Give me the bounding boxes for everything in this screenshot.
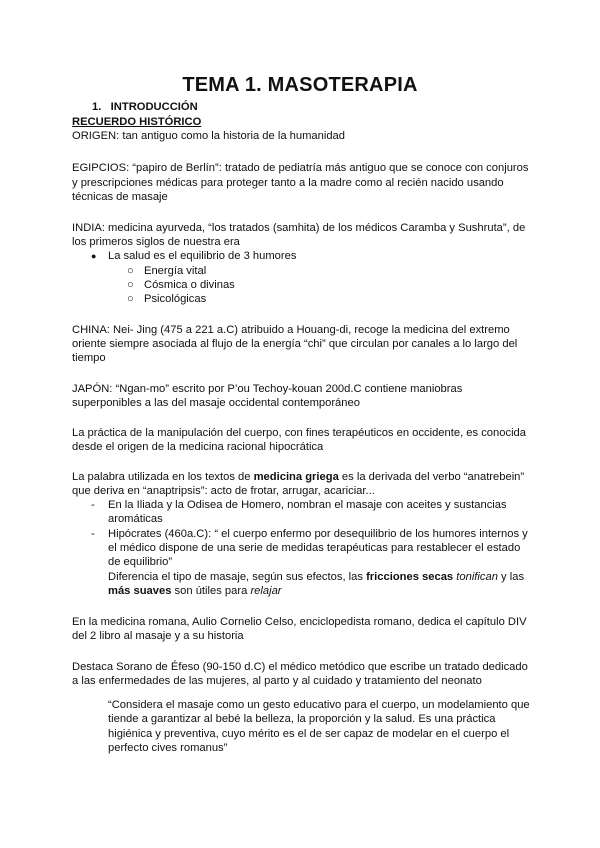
romana-line-1: En la medicina romana, Aulio Cornelio Celso, enciclopedista romano, dedica el capítulo DIV [72,616,527,628]
page-title: TEMA 1. MASOTERAPIA [182,74,418,96]
palabra-line-1 [72,470,524,484]
egipcios-line-3: técnicas de masaje [72,191,168,203]
sorano-line-2: a las enfermedades de las mujeres, al parto y al cuidado y tratamiento del neonato [72,675,482,687]
diferencia-line-1 [108,570,524,584]
india-line-1: INDIA: medicina ayurveda, “los tratados (samhita) de los médicos Caramba y Sushruta”, de [72,222,526,234]
origen-paragraph: ORIGEN: tan antiguo como la historia de la humanidad [72,130,346,142]
palabra-text: es la derivada del verbo “anatrebein” [338,471,525,483]
section-heading [92,100,198,114]
egipcios-line-2: y prescripciones médicas para proteger tanto a la madre como al recién nacido usando [72,177,504,189]
japon-line-1: JAPÓN: “Ngan-mo” escrito por P’ou Techoy-kouan 200d.C contiene maniobras [72,383,463,395]
humor-item: Cósmica o divinas [144,279,235,291]
hipocrates-line-2: el médico dispone de una serie de medidas terapéuticas para restablecer el estado [108,542,521,554]
diferencia-text: Diferencia el tipo de masaje, según sus efectos, las [108,571,367,583]
humor-item: Energía vital [144,265,207,277]
china-line-3: tiempo [72,352,106,364]
subheading: RECUERDO HISTÓRICO [72,116,202,128]
hollow-bullet-icon: ○ [127,279,134,291]
homero-line-1: En la Iliada y la Odisea de Homero, nombran el masaje con aceites y sustancias [108,499,507,511]
dash-bullet-icon: - [91,528,95,540]
china-line-2: oriente siempre asociada al flujo de la energía “chi” que circulan por canales a lo largo del [72,338,518,350]
diferencia-bold: más suaves [108,585,172,597]
hipocrates-line-1: Hipócrates (460a.C): “ el cuerpo enfermo por desequilibrio de los humores internos y [108,528,528,540]
romana-line-2: del 2 libro al masaje y a su historia [72,630,244,642]
diferencia-italic: relajar [250,585,282,597]
diferencia-text: son útiles para [171,585,251,597]
quote-line-1: “Considera el masaje como un gesto educativo para el cuerpo, un modelamiento que [108,699,530,711]
india-line-2: los primeros siglos de nuestra era [72,236,240,248]
quote-line-4: perfecto cives romanus” [108,742,228,754]
palabra-line-2: que deriva en “anaptripsis”: acto de frotar, arrugar, acariciar... [72,485,375,497]
section-number: 1. [92,101,102,113]
egipcios-line-1: EGIPCIOS: “papiro de Berlín”: tratado de pediatría más antiguo que se conoce con conjuros [72,162,529,174]
section-label: INTRODUCCIÓN [110,101,198,113]
palabra-text: La palabra utilizada en los textos de [72,471,254,483]
diferencia-italic: tonifican [456,571,498,583]
china-line-1: CHINA: Nei- Jing (475 a 221 a.C) atribuido a Houang-di, recoge la medicina del extremo [72,324,510,336]
diferencia-bold: fricciones secas [366,571,454,583]
practica-line-1: La práctica de la manipulación del cuerpo, con fines terapéuticos en occidente, es conocida [72,427,527,439]
diferencia-line-2 [108,584,282,598]
palabra-bold: medicina griega [253,471,339,483]
sorano-line-1: Destaca Sorano de Éfeso (90-150 d.C) el médico metódico que escribe un tratado dedicado [72,661,528,673]
practica-line-2: desde el origen de la medicina racional hipocrática [72,441,324,453]
hollow-bullet-icon: ○ [127,265,134,277]
dash-bullet-icon: - [91,499,95,511]
homero-line-2: aromáticas [108,513,163,525]
quote-line-2: tiende a garantizar al bebé la belleza, la proporción y la salud. Es una práctica [108,713,496,725]
hipocrates-line-3: de equilibrio” [108,556,173,568]
diferencia-text: y las [497,571,525,583]
quote-line-3: higiénica y preventiva, cuyo mérito es el de ser capaz de modelar en el cuerpo el [108,728,510,740]
hollow-bullet-icon: ○ [127,293,134,305]
humor-item: Psicológicas [144,293,207,305]
filled-bullet-icon: ● [91,251,97,261]
humores-label: La salud es el equilibrio de 3 humores [108,250,297,262]
japon-line-2: superponibles a las del masaje occidental contemporáneo [72,397,360,409]
